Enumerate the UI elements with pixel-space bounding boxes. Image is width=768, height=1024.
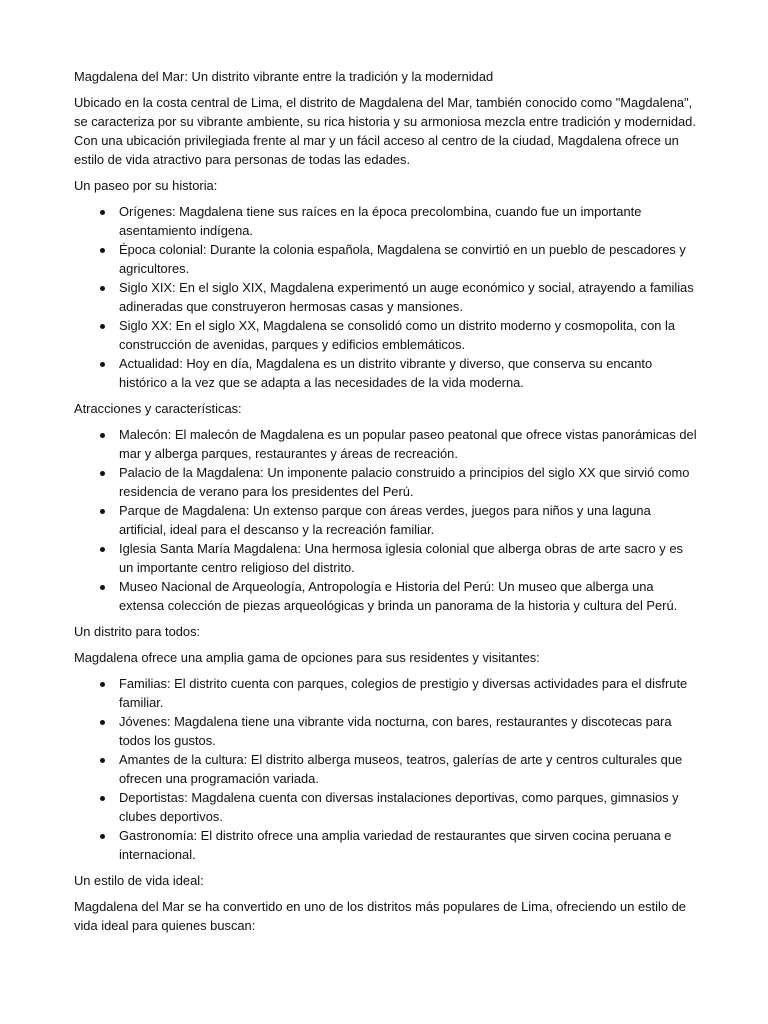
lifestyle-lead: Magdalena del Mar se ha convertido en uno de los distritos más populares de Lima, ofreciendo un estilo de vida ideal para quienes buscan:: [74, 899, 686, 933]
bullet-icon: [100, 286, 105, 291]
bullet-icon: [100, 834, 105, 839]
attractions-list: [74, 425, 699, 615]
list-item: [74, 674, 699, 712]
bullet-icon: [100, 509, 105, 514]
bullet-icon: [100, 210, 105, 215]
bullet-icon: [100, 362, 105, 367]
bullet-icon: [100, 796, 105, 801]
list-item: [74, 826, 699, 864]
everyone-lead: Magdalena ofrece una amplia gama de opciones para sus residentes y visitantes:: [74, 650, 540, 665]
intro-paragraph: Ubicado en la costa central de Lima, el distrito de Magdalena del Mar, también conocido como "Magdalena", se caracteriza por su vibrante ambiente, su rica historia y su armoniosa mezcla entre tradición y modernidad. Con una ubicación privilegiada frente al mar y un fácil acceso al centro de la ciudad, Magdalena ofrece un estilo de vida atractivo para personas de todas las edades.: [74, 95, 696, 167]
list-item: [74, 316, 699, 354]
list-item: [74, 501, 699, 539]
list-item-text: Iglesia Santa María Magdalena: Una hermosa iglesia colonial que alberga obras de arte sacro y es un importante centro religioso del distrito.: [119, 541, 683, 575]
list-item: [74, 240, 699, 278]
list-item-text: Actualidad: Hoy en día, Magdalena es un distrito vibrante y diverso, que conserva su encanto histórico a la vez que se adapta a las necesidades de la vida moderna.: [119, 356, 653, 390]
list-item-text: Época colonial: Durante la colonia española, Magdalena se convirtió en un pueblo de pescadores y agricultores.: [119, 242, 686, 276]
list-item-text: Siglo XIX: En el siglo XIX, Magdalena experimentó un auge económico y social, atrayendo a familias adineradas que construyeron hermosas casas y mansiones.: [119, 280, 694, 314]
bullet-icon: [100, 585, 105, 590]
list-item-text: Jóvenes: Magdalena tiene una vibrante vida nocturna, con bares, restaurantes y discotecas para todos los gustos.: [119, 714, 672, 748]
bullet-icon: [100, 324, 105, 329]
list-item: [74, 539, 699, 577]
bullet-icon: [100, 720, 105, 725]
everyone-heading: Un distrito para todos:: [74, 624, 201, 639]
list-item-text: Gastronomía: El distrito ofrece una amplia variedad de restaurantes que sirven cocina peruana e internacional.: [119, 828, 672, 862]
bullet-icon: [100, 758, 105, 763]
list-item: [74, 425, 699, 463]
list-item: [74, 463, 699, 501]
list-item-text: Familias: El distrito cuenta con parques, colegios de prestigio y diversas actividades para el disfrute familiar.: [119, 676, 688, 710]
list-item-text: Malecón: El malecón de Magdalena es un popular paseo peatonal que ofrece vistas panorámicas del mar y alberga parques, restaurantes y áreas de recreación.: [119, 427, 697, 461]
everyone-list: [74, 674, 699, 864]
document-page: [74, 67, 699, 942]
lifestyle-heading: Un estilo de vida ideal:: [74, 873, 204, 888]
list-item: [74, 788, 699, 826]
document-title: Magdalena del Mar: Un distrito vibrante entre la tradición y la modernidad: [74, 69, 494, 84]
list-item-text: Orígenes: Magdalena tiene sus raíces en la época precolombina, cuando fue un importante asentamiento indígena.: [119, 204, 642, 238]
history-heading: Un paseo por su historia:: [74, 178, 218, 193]
list-item-text: Siglo XX: En el siglo XX, Magdalena se consolidó como un distrito moderno y cosmopolita, con la construcción de avenidas, parques y edificios emblemáticos.: [119, 318, 676, 352]
bullet-icon: [100, 547, 105, 552]
list-item: [74, 278, 699, 316]
bullet-icon: [100, 248, 105, 253]
list-item-text: Parque de Magdalena: Un extenso parque con áreas verdes, juegos para niños y una laguna artificial, ideal para el descanso y la recreación familiar.: [119, 503, 651, 537]
list-item: [74, 202, 699, 240]
bullet-icon: [100, 433, 105, 438]
bullet-icon: [100, 471, 105, 476]
history-list: [74, 202, 699, 392]
attractions-heading: Atracciones y características:: [74, 401, 242, 416]
list-item-text: Amantes de la cultura: El distrito alberga museos, teatros, galerías de arte y centros culturales que ofrecen una programación variada.: [119, 752, 683, 786]
list-item: [74, 354, 699, 392]
list-item: [74, 577, 699, 615]
list-item-text: Museo Nacional de Arqueología, Antropología e Historia del Perú: Un museo que alberga una extensa colección de piezas arqueológicas y brinda un panorama de la historia y cultura del Perú.: [119, 579, 678, 613]
list-item: [74, 750, 699, 788]
list-item-text: Palacio de la Magdalena: Un imponente palacio construido a principios del siglo XX que sirvió como residencia de verano para los presidentes del Perú.: [119, 465, 690, 499]
list-item: [74, 712, 699, 750]
bullet-icon: [100, 682, 105, 687]
list-item-text: Deportistas: Magdalena cuenta con diversas instalaciones deportivas, como parques, gimnasios y clubes deportivos.: [119, 790, 679, 824]
